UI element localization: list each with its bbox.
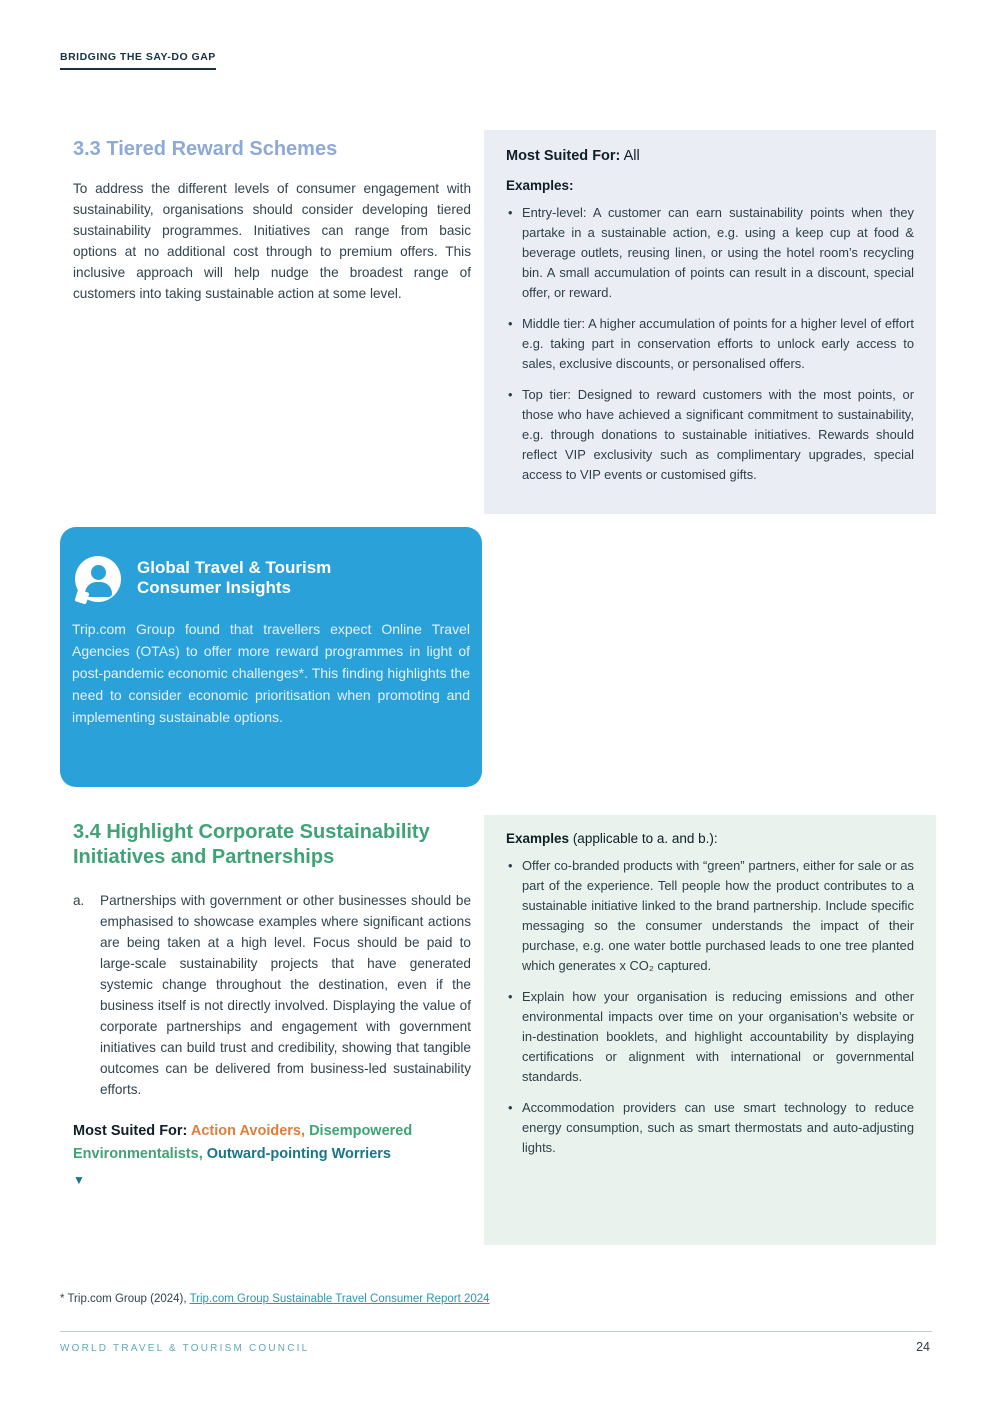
consumer-insights-card	[60, 527, 482, 787]
examples-list	[506, 203, 914, 485]
footnote	[60, 1293, 490, 1305]
most-suited-line	[506, 148, 914, 164]
example-bullet: • Top tier: Designed to reward customers with the most points, or those who have achieved a significant commitment to sustainability, e.g. through donations to sustainable initiatives. Rewards should reflect VIP exclusivity such as complimentary upgrades, special access to VIP events or customised gifts.	[506, 385, 914, 485]
item-letter: a.	[73, 893, 85, 908]
section-3-3-body: To address the different levels of consumer engagement with sustainability, organisations should consider developing tiered sustainability programmes. Initiatives can range from basic options at no additional cost through to premium offers. This inclusive approach will help nudge the broadest range of customers into taking sustainable action at some level.	[73, 181, 471, 301]
section-3-4	[73, 820, 471, 1187]
section-3-4-title: 3.4 Highlight Corporate Sustainability Initiatives and Partnerships	[73, 821, 430, 868]
most-suited-label-3-4: Most Suited For:	[73, 1123, 188, 1139]
person-speech-bubble-icon	[75, 556, 121, 602]
footnote-link[interactable]: Trip.com Group Sustainable Travel Consumer Report 2024	[189, 1293, 490, 1305]
example-bullet: • Offer co-branded products with “green” partners, either for sale or as part of the experience. Tell people how the product contributes to a sustainable initiative linked to the brand partnership. Include specific messaging so the consumer understands the impact of their purchase, e.g. one water bottle purchased leads to one tree planted which generates x CO₂ captured.	[506, 856, 914, 976]
persona-outward-pointing-worriers: Outward-pointing Worriers	[206, 1146, 391, 1162]
example-bullet: • Entry-level: A customer can earn sustainability points when they partake in a sustainable action, e.g. using a keep cup at food & beverage outlets, reusing linen, or using the hotel room’s recycling bin. A small accumulation of points can result in a discount, special offer, or reward.	[506, 203, 914, 303]
insights-card-title: Global Travel & Tourism Consumer Insights	[137, 558, 332, 597]
examples-heading: Examples:	[506, 178, 574, 193]
section-3-3	[73, 138, 471, 304]
persona-disempowered-environmentalists: Disempowered Environmentalists,	[73, 1123, 413, 1162]
page-header-title: BRIDGING THE SAY-DO GAP	[60, 51, 216, 70]
example-bullet: • Accommodation providers can use smart technology to reduce energy consumption, such as smart thermostats and auto-adjusting lights.	[506, 1098, 914, 1158]
footnote-prefix: * Trip.com Group (2024),	[60, 1293, 187, 1305]
list-item-a	[73, 890, 471, 1100]
triangle-down-icon: ▼	[73, 1173, 85, 1187]
person-head-shape	[91, 565, 106, 580]
footer-divider	[60, 1331, 932, 1332]
person-body-shape	[85, 582, 112, 597]
most-suited-line-3-4	[73, 1120, 471, 1166]
section-3-3-examples-panel	[484, 130, 936, 514]
item-a-text: Partnerships with government or other businesses should be emphasised to showcase examples where significant actions are being taken at a high level. Focus should be paid to large-scale sustainability projects that have generated systemic change throughout the destination, even if the business itself is not directly involved. Displaying the value of corporate partnerships and engagement with government initiatives can build trust and credibility, showing that tangible outcomes can be delivered from business-led sustainability efforts.	[100, 893, 471, 1097]
page-number: 24	[916, 1340, 930, 1354]
persona-action-avoiders: Action Avoiders,	[190, 1123, 306, 1139]
insights-card-body: Trip.com Group found that travellers expect Online Travel Agencies (OTAs) to offer more reward programmes in light of post-pandemic economic challenges*. This finding highlights the need to consider economic prioritisation when promoting and implementing sustainable options.	[72, 621, 470, 725]
section-3-3-title: 3.3 Tiered Reward Schemes	[73, 138, 338, 160]
most-suited-value: All	[623, 148, 640, 164]
section-3-4-examples-panel	[484, 815, 936, 1245]
most-suited-label: Most Suited For:	[506, 148, 621, 164]
footer-organisation: WORLD TRAVEL & TOURISM COUNCIL	[60, 1343, 310, 1354]
example-bullet: • Explain how your organisation is reducing emissions and other environmental impacts over time on your organisation’s website or in-destination booklets, and highlight accountability by displaying certifications or alignment with international or governmental standards.	[506, 987, 914, 1087]
examples-list-3-4	[506, 856, 914, 1158]
page-header	[60, 47, 216, 70]
example-bullet: • Middle tier: A higher accumulation of points for a higher level of effort e.g. taking part in conservation efforts to unlock early access to sales, exclusive discounts, or personalised offers.	[506, 314, 914, 374]
examples-heading-3-4: Examples (applicable to a. and b.):	[506, 831, 718, 846]
